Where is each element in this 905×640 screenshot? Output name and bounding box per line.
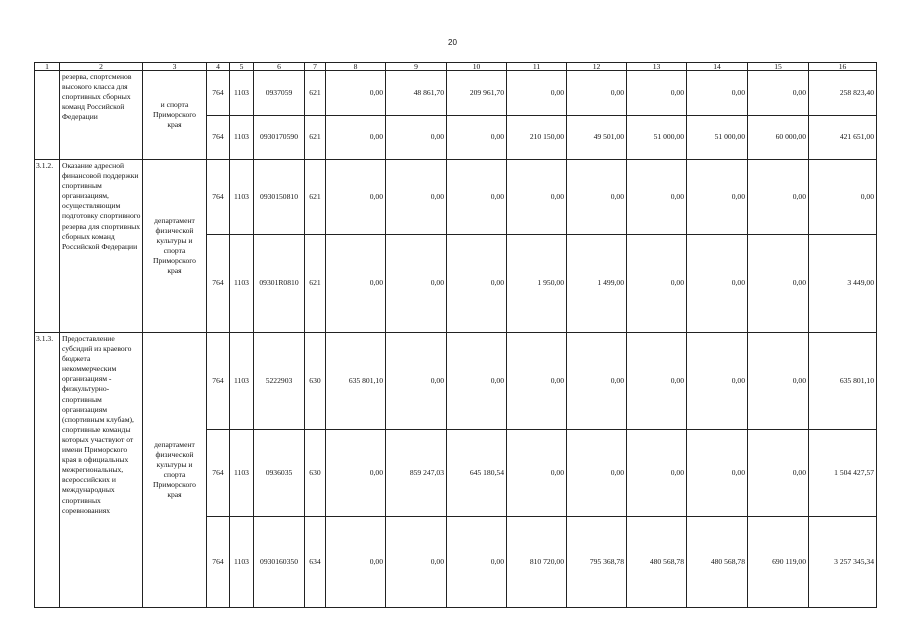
amount-cell: 0,00 [447, 235, 507, 333]
amount-cell: 0,00 [687, 430, 748, 517]
amount-cell: 0,00 [748, 333, 809, 430]
code-cell: 1103 [230, 333, 254, 430]
column-number-16: 16 [809, 63, 877, 71]
code-cell: 5222903 [254, 333, 305, 430]
amount-cell: 0,00 [326, 71, 386, 116]
amount-cell: 0,00 [326, 430, 386, 517]
amount-cell: 0,00 [627, 160, 687, 235]
item-number [35, 71, 60, 160]
column-number-15: 15 [748, 63, 809, 71]
code-cell: 764 [207, 333, 230, 430]
page-number: 20 [448, 38, 457, 47]
amount-cell: 209 961,70 [447, 71, 507, 116]
amount-cell: 0,00 [386, 333, 447, 430]
amount-cell: 0,00 [326, 116, 386, 160]
column-number-11: 11 [507, 63, 567, 71]
amount-cell: 0,00 [748, 71, 809, 116]
code-cell: 764 [207, 430, 230, 517]
column-number-12: 12 [567, 63, 627, 71]
code-cell: 0937059 [254, 71, 305, 116]
code-cell: 0930150810 [254, 160, 305, 235]
header-row [35, 63, 877, 71]
item-executor: департамент физической культуры и спорта Приморского края [143, 160, 207, 333]
amount-cell: 0,00 [567, 160, 627, 235]
code-cell: 764 [207, 116, 230, 160]
column-number-6: 6 [254, 63, 305, 71]
amount-cell: 0,00 [447, 116, 507, 160]
table-row [35, 160, 877, 235]
amount-cell: 0,00 [567, 71, 627, 116]
code-cell: 621 [305, 160, 326, 235]
code-cell: 09301R0810 [254, 235, 305, 333]
amount-cell: 0,00 [507, 430, 567, 517]
amount-cell: 0,00 [748, 160, 809, 235]
amount-cell: 0,00 [507, 71, 567, 116]
amount-cell: 0,00 [687, 235, 748, 333]
code-cell: 1103 [230, 430, 254, 517]
code-cell: 1103 [230, 160, 254, 235]
amount-cell: 0,00 [326, 517, 386, 608]
amount-cell: 480 568,78 [627, 517, 687, 608]
table-row [35, 333, 877, 430]
code-cell: 630 [305, 333, 326, 430]
amount-cell: 0,00 [809, 160, 877, 235]
code-cell: 1103 [230, 235, 254, 333]
budget-table [34, 62, 877, 608]
amount-cell: 0,00 [687, 333, 748, 430]
code-cell: 764 [207, 160, 230, 235]
amount-cell: 0,00 [386, 160, 447, 235]
amount-cell: 0,00 [627, 71, 687, 116]
code-cell: 0930160350 [254, 517, 305, 608]
code-cell: 1103 [230, 517, 254, 608]
table-row [35, 71, 877, 116]
column-number-4: 4 [207, 63, 230, 71]
amount-cell: 0,00 [627, 235, 687, 333]
amount-cell: 480 568,78 [687, 517, 748, 608]
amount-cell: 0,00 [748, 430, 809, 517]
amount-cell: 1 950,00 [507, 235, 567, 333]
amount-cell: 859 247,03 [386, 430, 447, 517]
amount-cell: 0,00 [627, 333, 687, 430]
column-number-1: 1 [35, 63, 60, 71]
column-number-14: 14 [687, 63, 748, 71]
code-cell: 630 [305, 430, 326, 517]
column-number-9: 9 [386, 63, 447, 71]
code-cell: 0930170590 [254, 116, 305, 160]
amount-cell: 51 000,00 [627, 116, 687, 160]
code-cell: 0936035 [254, 430, 305, 517]
column-number-10: 10 [447, 63, 507, 71]
amount-cell: 0,00 [567, 333, 627, 430]
amount-cell: 635 801,10 [809, 333, 877, 430]
amount-cell: 49 501,00 [567, 116, 627, 160]
amount-cell: 48 861,70 [386, 71, 447, 116]
item-executor: департамент физической культуры и спорта Приморского края [143, 333, 207, 608]
amount-cell: 0,00 [447, 517, 507, 608]
amount-cell: 690 119,00 [748, 517, 809, 608]
code-cell: 621 [305, 71, 326, 116]
code-cell: 634 [305, 517, 326, 608]
code-cell: 764 [207, 517, 230, 608]
amount-cell: 635 801,10 [326, 333, 386, 430]
amount-cell: 258 823,40 [809, 71, 877, 116]
column-number-5: 5 [230, 63, 254, 71]
column-number-2: 2 [60, 63, 143, 71]
amount-cell: 1 499,00 [567, 235, 627, 333]
amount-cell: 1 504 427,57 [809, 430, 877, 517]
column-number-8: 8 [326, 63, 386, 71]
amount-cell: 0,00 [507, 160, 567, 235]
column-number-3: 3 [143, 63, 207, 71]
item-number: 3.1.3. [35, 333, 60, 608]
amount-cell: 3 257 345,34 [809, 517, 877, 608]
item-number: 3.1.2. [35, 160, 60, 333]
amount-cell: 60 000,00 [748, 116, 809, 160]
amount-cell: 51 000,00 [687, 116, 748, 160]
code-cell: 764 [207, 235, 230, 333]
amount-cell: 0,00 [326, 160, 386, 235]
amount-cell: 0,00 [627, 430, 687, 517]
code-cell: 1103 [230, 116, 254, 160]
amount-cell: 810 720,00 [507, 517, 567, 608]
amount-cell: 645 180,54 [447, 430, 507, 517]
code-cell: 621 [305, 116, 326, 160]
amount-cell: 210 150,00 [507, 116, 567, 160]
amount-cell: 0,00 [507, 333, 567, 430]
amount-cell: 0,00 [326, 235, 386, 333]
amount-cell: 0,00 [748, 235, 809, 333]
item-executor: и спорта Приморского края [143, 71, 207, 160]
item-name: Оказание адресной финансовой поддержки спортивным организациям, осуществляющим подготовку спортивного резерва для спортивных сборных команд Российской Федерации [60, 160, 143, 333]
amount-cell: 3 449,00 [809, 235, 877, 333]
code-cell: 621 [305, 235, 326, 333]
amount-cell: 0,00 [567, 430, 627, 517]
amount-cell: 421 651,00 [809, 116, 877, 160]
amount-cell: 0,00 [687, 71, 748, 116]
amount-cell: 0,00 [386, 116, 447, 160]
item-name: резерва, спортсменов высокого класса для спортивных сборных команд Российской Федерации [60, 71, 143, 160]
amount-cell: 0,00 [687, 160, 748, 235]
code-cell: 764 [207, 71, 230, 116]
code-cell: 1103 [230, 71, 254, 116]
amount-cell: 0,00 [447, 333, 507, 430]
item-name: Предоставление субсидий из краевого бюджета некоммерческим организациям - физкультурно-спортивным организациям (спортивным клубам), спортивные команды которых участвуют от имени Приморского края в официальных межрегиональных, всероссийских и международных спортивных соревнованиях [60, 333, 143, 608]
amount-cell: 0,00 [386, 235, 447, 333]
column-number-13: 13 [627, 63, 687, 71]
amount-cell: 795 368,78 [567, 517, 627, 608]
column-number-7: 7 [305, 63, 326, 71]
amount-cell: 0,00 [447, 160, 507, 235]
amount-cell: 0,00 [386, 517, 447, 608]
